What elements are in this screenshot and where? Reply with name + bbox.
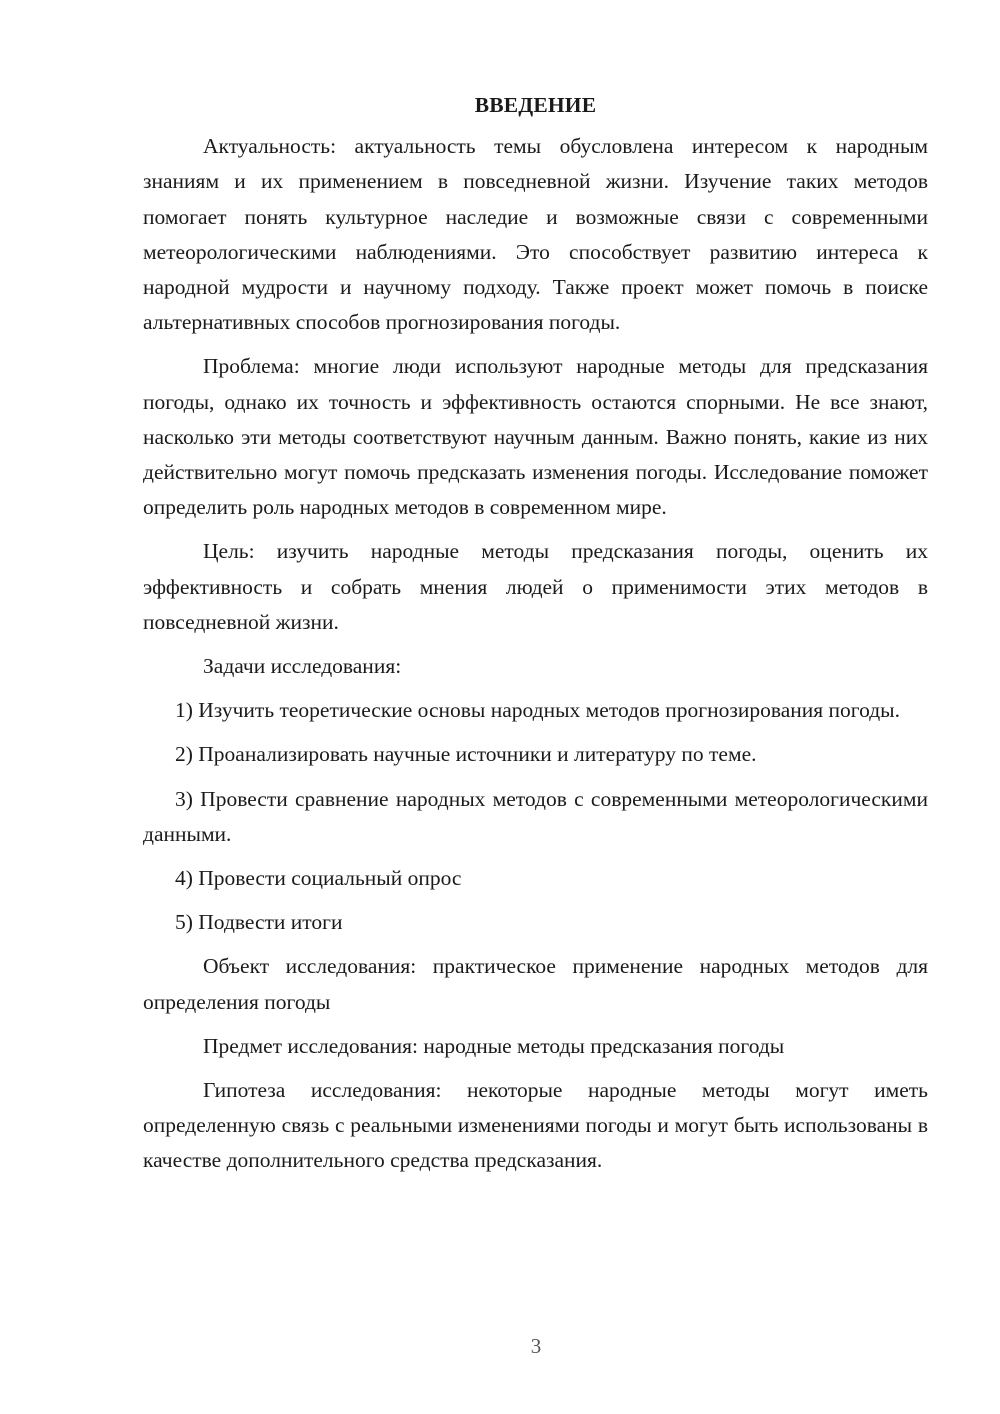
task-item-1: 1) Изучить теоретические основы народных методов прогнозирования погоды.	[175, 698, 900, 723]
document-page	[143, 88, 928, 1188]
page-title: ВВЕДЕНИЕ	[474, 93, 597, 117]
object-paragraph: Объект исследования: практическое применение народных методов для определения погоды	[143, 954, 928, 1014]
hypothesis-paragraph: Гипотеза исследования: некоторые народные методы могут иметь определенную связь с реальными изменениями погоды и могут быть использованы в качестве дополнительного средства предсказания.	[143, 1078, 928, 1173]
relevance-paragraph: Актуальность: актуальность темы обусловлена интересом к народным знаниям и их применением в повседневной жизни. Изучение таких методов помогает понять культурное наследие и возможные связи с современными метеорологическими наблюдениями. Это способствует развитию интереса к народной мудрости и научному подходу. Также проект может помочь в поиске альтернативных способов прогнозирования погоды.	[143, 134, 928, 335]
task-item-2: 2) Проанализировать научные источники и литературу по теме.	[175, 742, 757, 767]
goal-paragraph: Цель: изучить народные методы предсказания погоды, оценить их эффективность и собрать мнения людей о применимости этих методов в повседневной жизни.	[143, 539, 928, 634]
task-item-5: 5) Подвести итоги	[175, 910, 343, 935]
problem-paragraph: Проблема: многие люди используют народные методы для предсказания погоды, однако их точность и эффективность остаются спорными. Не все знают, насколько эти методы соответствуют научным данным. Важно понять, какие из них действительно могут помочь предсказать изменения погоды. Исследование поможет определить роль народных методов в современном мире.	[143, 354, 928, 520]
task-item-4: 4) Провести социальный опрос	[175, 866, 462, 891]
page-number: 3	[530, 1334, 542, 1358]
subject-paragraph: Предмет исследования: народные методы предсказания погоды	[203, 1033, 785, 1058]
task-item-3: 3) Провести сравнение народных методов с современными метеорологическими данными.	[143, 786, 928, 846]
tasks-title: Задачи исследования:	[203, 654, 402, 679]
